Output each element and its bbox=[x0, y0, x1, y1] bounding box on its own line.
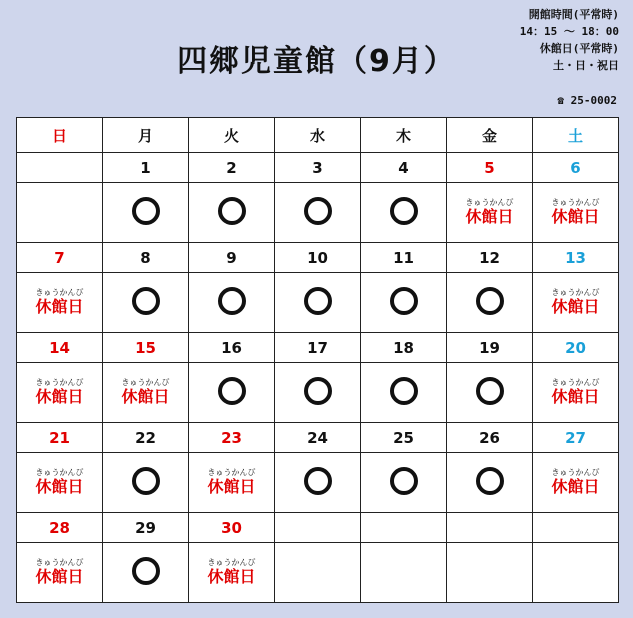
closed-day-text: 休館日 bbox=[207, 567, 256, 586]
status-cell bbox=[189, 543, 275, 603]
closed-day-ruby: きゅうかんび bbox=[551, 468, 600, 477]
closed-day-ruby: きゅうかんび bbox=[465, 198, 514, 207]
status-row bbox=[17, 543, 619, 603]
date-cell: 2 bbox=[189, 153, 275, 183]
date-row bbox=[17, 513, 619, 543]
closed-days-label: 休館日(平常時) bbox=[539, 42, 619, 55]
open-circle-icon bbox=[390, 197, 418, 225]
date-row bbox=[17, 333, 619, 363]
weekday-tuesday: 火 bbox=[189, 118, 275, 153]
date-cell bbox=[533, 513, 619, 543]
open-circle-icon bbox=[304, 287, 332, 315]
status-row bbox=[17, 273, 619, 333]
closed-day-text: 休館日 bbox=[551, 297, 600, 316]
date-row bbox=[17, 243, 619, 273]
open-circle-icon bbox=[304, 467, 332, 495]
status-cell bbox=[533, 453, 619, 513]
date-row bbox=[17, 423, 619, 453]
date-cell: 4 bbox=[361, 153, 447, 183]
open-hours-label: 開館時間(平常時) bbox=[528, 8, 619, 21]
open-circle-icon bbox=[390, 467, 418, 495]
closed-day-label bbox=[207, 559, 255, 585]
open-circle-icon bbox=[132, 197, 160, 225]
status-cell bbox=[103, 363, 189, 423]
closed-day-text: 休館日 bbox=[35, 387, 84, 406]
date-cell: 13 bbox=[533, 243, 619, 273]
status-cell bbox=[275, 543, 361, 603]
date-cell: 27 bbox=[533, 423, 619, 453]
date-cell: 21 bbox=[17, 423, 103, 453]
open-circle-icon bbox=[132, 287, 160, 315]
open-circle-icon bbox=[390, 287, 418, 315]
closed-day-ruby: きゅうかんび bbox=[207, 468, 256, 477]
status-cell bbox=[17, 543, 103, 603]
status-cell bbox=[17, 273, 103, 333]
closed-day-text: 休館日 bbox=[121, 387, 170, 406]
closed-day-label bbox=[35, 469, 83, 495]
status-cell bbox=[361, 273, 447, 333]
opening-hours-info bbox=[520, 6, 619, 74]
status-cell bbox=[189, 183, 275, 243]
date-cell bbox=[275, 513, 361, 543]
status-cell bbox=[361, 543, 447, 603]
closed-day-text: 休館日 bbox=[35, 297, 84, 316]
open-circle-icon bbox=[304, 377, 332, 405]
closed-days-list: 土・日・祝日 bbox=[553, 59, 619, 72]
closed-day-text: 休館日 bbox=[551, 207, 600, 226]
closed-day-ruby: きゅうかんび bbox=[35, 468, 84, 477]
closed-day-ruby: きゅうかんび bbox=[35, 558, 84, 567]
closed-day-ruby: きゅうかんび bbox=[35, 378, 84, 387]
status-cell bbox=[275, 453, 361, 513]
closed-day-label bbox=[207, 469, 255, 495]
status-cell bbox=[533, 363, 619, 423]
closed-day-ruby: きゅうかんび bbox=[551, 288, 600, 297]
weekday-sunday: 日 bbox=[17, 118, 103, 153]
date-cell: 10 bbox=[275, 243, 361, 273]
status-cell bbox=[103, 273, 189, 333]
date-cell: 30 bbox=[189, 513, 275, 543]
weekday-friday: 金 bbox=[447, 118, 533, 153]
date-cell: 26 bbox=[447, 423, 533, 453]
status-cell bbox=[17, 183, 103, 243]
status-cell bbox=[533, 183, 619, 243]
status-cell bbox=[447, 543, 533, 603]
status-cell bbox=[447, 183, 533, 243]
status-cell bbox=[189, 363, 275, 423]
closed-day-text: 休館日 bbox=[551, 477, 600, 496]
open-hours-time: 14：15 ～ 18：00 bbox=[519, 25, 619, 38]
status-cell bbox=[103, 543, 189, 603]
calendar-table bbox=[16, 117, 619, 603]
date-cell: 9 bbox=[189, 243, 275, 273]
status-cell bbox=[189, 453, 275, 513]
open-circle-icon bbox=[476, 467, 504, 495]
open-circle-icon bbox=[218, 287, 246, 315]
date-cell: 3 bbox=[275, 153, 361, 183]
closed-day-label bbox=[551, 289, 599, 315]
date-cell: 23 bbox=[189, 423, 275, 453]
date-cell: 6 bbox=[533, 153, 619, 183]
date-cell: 19 bbox=[447, 333, 533, 363]
date-cell: 24 bbox=[275, 423, 361, 453]
date-cell bbox=[361, 513, 447, 543]
status-cell bbox=[447, 453, 533, 513]
weekday-wednesday: 水 bbox=[275, 118, 361, 153]
weekday-thursday: 木 bbox=[361, 118, 447, 153]
status-cell bbox=[447, 273, 533, 333]
status-cell bbox=[103, 453, 189, 513]
page-title: 四郷児童館（9月） bbox=[177, 44, 456, 79]
status-cell bbox=[533, 273, 619, 333]
closed-day-ruby: きゅうかんび bbox=[121, 378, 170, 387]
open-circle-icon bbox=[390, 377, 418, 405]
date-cell: 18 bbox=[361, 333, 447, 363]
status-cell bbox=[17, 453, 103, 513]
date-cell: 20 bbox=[533, 333, 619, 363]
date-cell: 7 bbox=[17, 243, 103, 273]
status-cell bbox=[361, 363, 447, 423]
closed-day-label bbox=[551, 199, 599, 225]
closed-day-label bbox=[35, 379, 83, 405]
date-cell: 17 bbox=[275, 333, 361, 363]
status-cell bbox=[103, 183, 189, 243]
open-circle-icon bbox=[132, 467, 160, 495]
status-row bbox=[17, 363, 619, 423]
closed-day-label bbox=[121, 379, 169, 405]
closed-day-ruby: きゅうかんび bbox=[35, 288, 84, 297]
status-cell bbox=[275, 183, 361, 243]
open-circle-icon bbox=[218, 377, 246, 405]
phone-number: ☎ 25-0002 bbox=[557, 94, 617, 107]
status-cell bbox=[533, 543, 619, 603]
date-cell: 25 bbox=[361, 423, 447, 453]
status-cell bbox=[361, 183, 447, 243]
date-row bbox=[17, 153, 619, 183]
date-cell: 5 bbox=[447, 153, 533, 183]
open-circle-icon bbox=[132, 557, 160, 585]
closed-day-text: 休館日 bbox=[551, 387, 600, 406]
closed-day-ruby: きゅうかんび bbox=[551, 378, 600, 387]
closed-day-label bbox=[465, 199, 513, 225]
open-circle-icon bbox=[476, 287, 504, 315]
open-circle-icon bbox=[218, 197, 246, 225]
date-cell: 16 bbox=[189, 333, 275, 363]
date-cell: 12 bbox=[447, 243, 533, 273]
closed-day-ruby: きゅうかんび bbox=[551, 198, 600, 207]
status-cell bbox=[189, 273, 275, 333]
closed-day-text: 休館日 bbox=[35, 477, 84, 496]
weekday-monday: 月 bbox=[103, 118, 189, 153]
date-cell: 22 bbox=[103, 423, 189, 453]
date-cell: 29 bbox=[103, 513, 189, 543]
status-cell bbox=[361, 453, 447, 513]
closed-day-label bbox=[551, 469, 599, 495]
open-circle-icon bbox=[476, 377, 504, 405]
open-circle-icon bbox=[304, 197, 332, 225]
closed-day-label bbox=[35, 559, 83, 585]
date-cell: 11 bbox=[361, 243, 447, 273]
weekday-header-row bbox=[17, 118, 619, 153]
date-cell: 1 bbox=[103, 153, 189, 183]
status-row bbox=[17, 183, 619, 243]
closed-day-text: 休館日 bbox=[35, 567, 84, 586]
status-cell bbox=[275, 363, 361, 423]
date-cell bbox=[17, 153, 103, 183]
date-cell: 8 bbox=[103, 243, 189, 273]
closed-day-text: 休館日 bbox=[207, 477, 256, 496]
status-row bbox=[17, 453, 619, 513]
closed-day-label bbox=[551, 379, 599, 405]
weekday-saturday: 土 bbox=[533, 118, 619, 153]
status-cell bbox=[447, 363, 533, 423]
closed-day-ruby: きゅうかんび bbox=[207, 558, 256, 567]
closed-day-label bbox=[35, 289, 83, 315]
date-cell bbox=[447, 513, 533, 543]
closed-day-text: 休館日 bbox=[465, 207, 514, 226]
date-cell: 28 bbox=[17, 513, 103, 543]
date-cell: 15 bbox=[103, 333, 189, 363]
status-cell bbox=[275, 273, 361, 333]
date-cell: 14 bbox=[17, 333, 103, 363]
calendar-body bbox=[17, 153, 619, 603]
status-cell bbox=[17, 363, 103, 423]
